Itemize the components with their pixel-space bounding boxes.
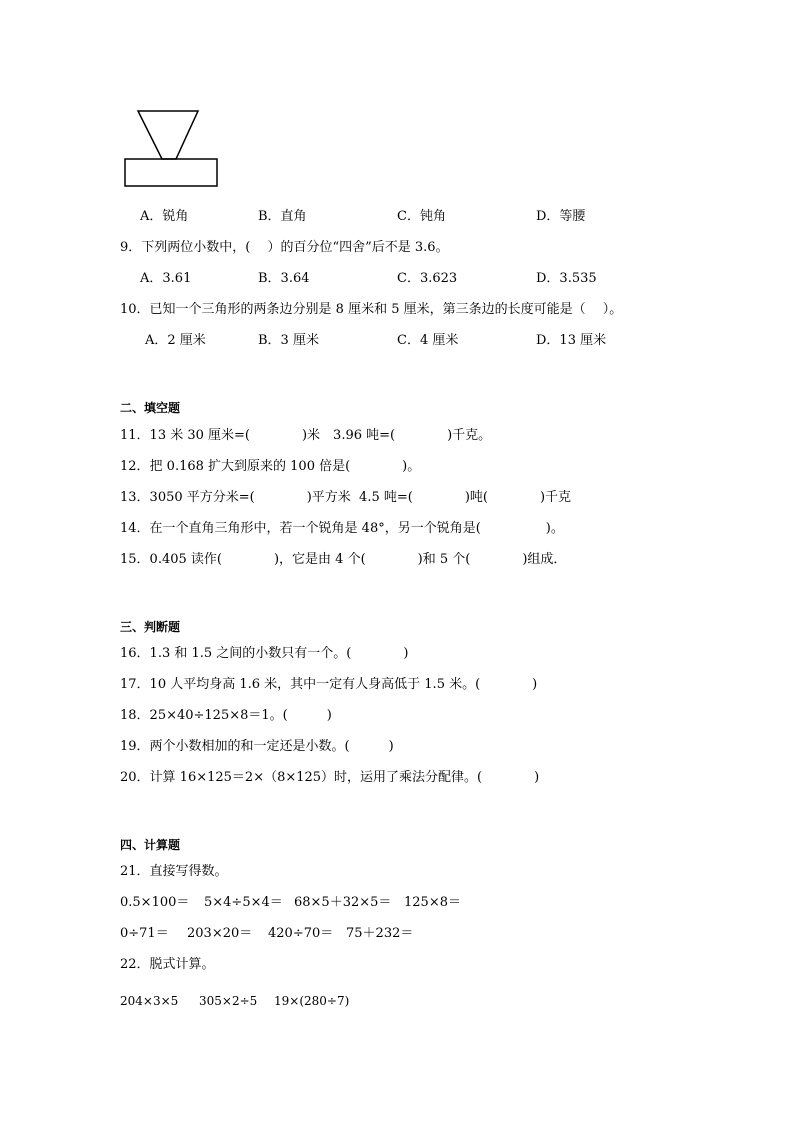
q9-option-b: B．3.64 [258,271,310,286]
section-3-title: 三、判断题 [120,620,181,634]
q15: 15．0.405 读作( )，它是由 4 个( )和 5 个( )组成． [120,552,567,567]
q10-option-d: D．13 厘米 [536,333,607,348]
q13: 13．3050 平方分米=( )平方米 4.5 吨=( )吨( )千克 [120,490,572,505]
q10-stem: 10．已知一个三角形的两条边分别是 8 厘米和 5 厘米，第三条边的长度可能是（ ）。 [120,302,623,317]
q20: 20．计算 16×125＝2×（8×125）时，运用了乘法分配律。( ) [120,770,540,785]
q22-expr: 204×3×5 [120,994,179,1008]
q8-option-d: D．等腰 [536,209,586,224]
q9-option-a: A．3.61 [140,271,192,286]
q8-option-a: A．锐角 [140,209,189,224]
q21-stem: 21．直接写得数。 [120,864,228,879]
q21-expr: 0÷71＝ [120,926,169,941]
q22-expr: 305×2÷5 [199,994,258,1008]
question-8-figure [120,104,224,194]
q21-expr: 420÷70＝ [268,926,334,941]
inverted-trapezoid-shape [138,111,198,159]
q10-option-c: C．4 厘米 [397,333,459,348]
q12: 12．把 0.168 扩大到原来的 100 倍是( )。 [120,459,421,474]
q22-expr: 19×(280÷7) [274,994,350,1008]
q17: 17．10 人平均身高 1.6 米，其中一定有人身高低于 1.5 米。( ) [120,677,538,692]
q21-expr: 5×4÷5×4＝ [204,895,283,910]
q9-option-d: D．3.535 [536,271,597,286]
q21-expr: 75＋232＝ [346,926,414,941]
q22-stem: 22．脱式计算。 [120,957,215,972]
rectangle-base-shape [125,159,217,186]
q21-expr: 68×5＋32×5＝ [294,895,392,910]
q14: 14．在一个直角三角形中，若一个锐角是 48°，另一个锐角是( )。 [120,521,564,536]
section-2-title: 二、填空题 [120,401,181,415]
q8-option-c: C．钝角 [397,209,446,224]
q9-stem: 9．下列两位小数中，( ）的百分位“四舍”后不是 3.6。 [120,240,449,255]
q19: 19．两个小数相加的和一定还是小数。( ) [120,739,394,754]
q18: 18．25×40÷125×8＝1。( ) [120,708,332,723]
q21-expr: 125×8＝ [404,895,461,910]
q21-expr: 0.5×100＝ [120,895,190,910]
q11: 11．13 米 30 厘米=( )米 3.96 吨=( )千克。 [120,428,492,443]
q8-option-b: B．直角 [258,209,307,224]
section-4-title: 四、计算题 [120,838,181,852]
q10-option-b: B．3 厘米 [258,333,319,348]
q9-option-c: C．3.623 [397,271,458,286]
q21-expr: 203×20＝ [187,926,253,941]
q10-option-a: A．2 厘米 [145,333,206,348]
q16: 16．1.3 和 1.5 之间的小数只有一个。( ) [120,646,409,661]
